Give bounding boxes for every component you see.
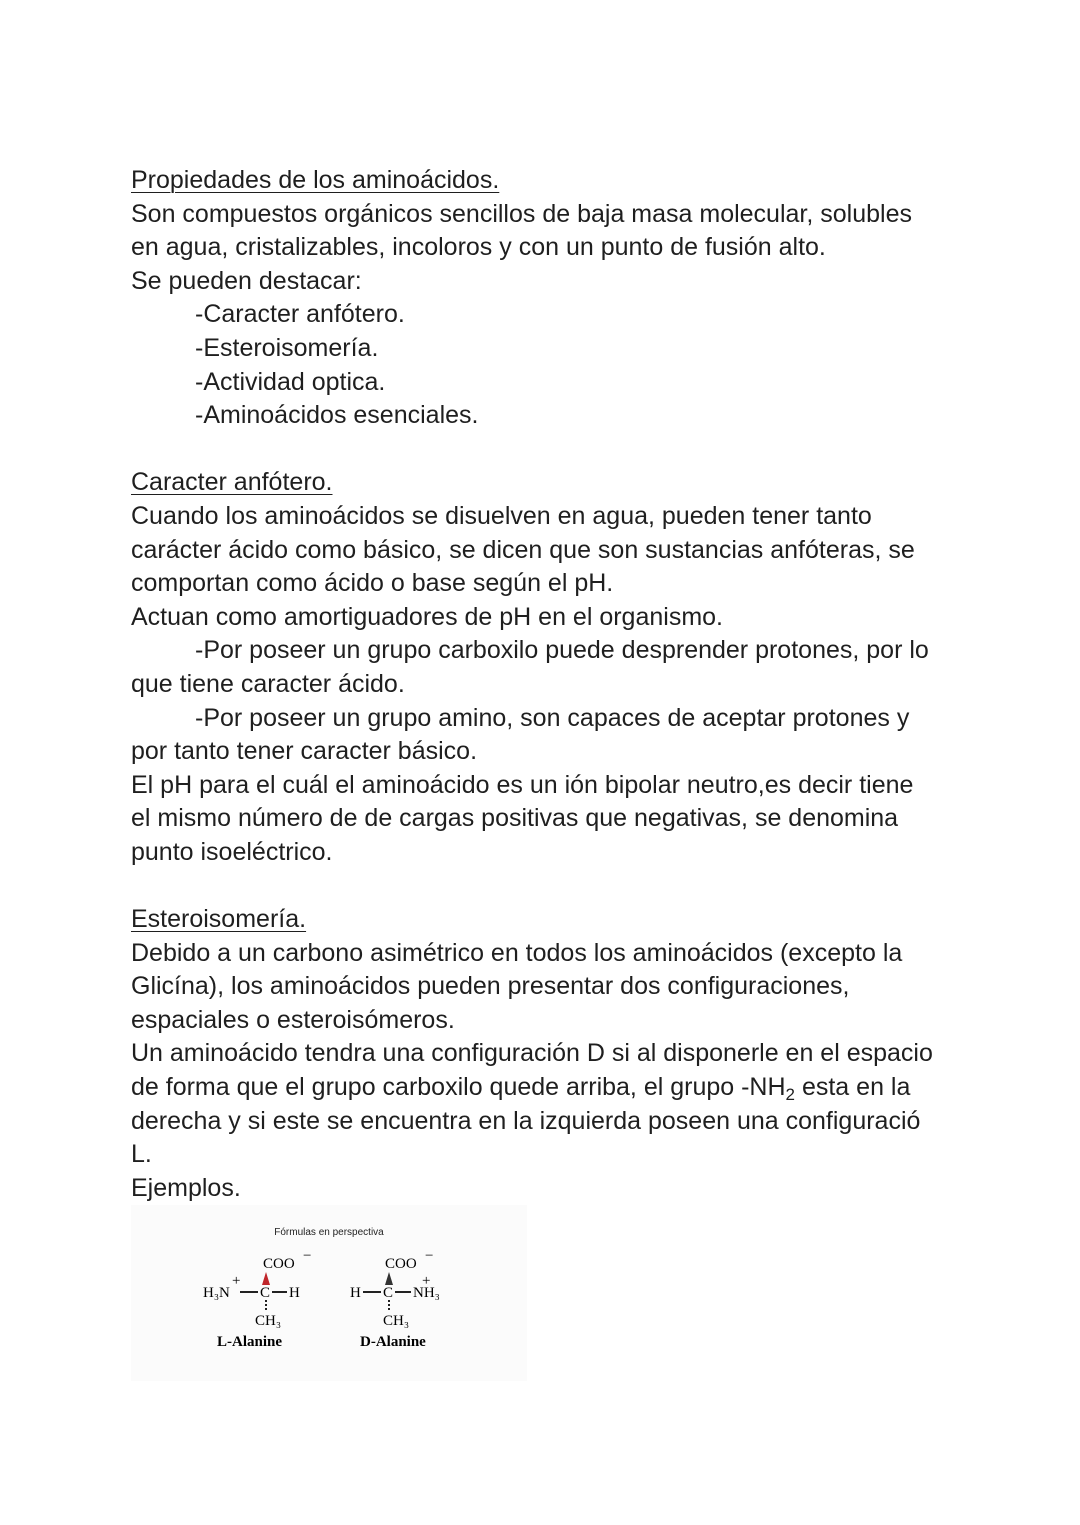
l-alanine-label: L-Alanine: [217, 1334, 283, 1350]
list-item: -Caracter anfótero.: [195, 300, 405, 329]
d-alanine-label: D-Alanine: [360, 1334, 426, 1350]
paragraph-line: Un aminoácido tendra una configuración D si al disponerle en el espacio: [131, 1039, 933, 1068]
d-wedge-bond: [385, 1272, 393, 1285]
l-center-carbon: C: [260, 1285, 271, 1301]
text-span: de forma que el grupo carboxilo quede arriba, el grupo -NH: [131, 1073, 786, 1102]
paragraph-line: comportan como ácido o base según el pH.: [131, 569, 614, 598]
paragraph-line: el mismo número de de cargas positivas que negativas, se denomina: [131, 804, 899, 833]
l-alanine-structure: [203, 1248, 311, 1350]
paragraph-line: Cuando los aminoácidos se disuelven en agua, pueden tener tanto: [131, 501, 872, 530]
d-plus-charge: +: [422, 1273, 431, 1289]
l-minus-charge: −: [303, 1248, 312, 1264]
d-bottom-group: CH₃: [383, 1313, 410, 1329]
paragraph-line: Actuan como amortiguadores de pH en el organismo.: [131, 602, 723, 631]
alanine-figure: [131, 1205, 527, 1381]
list-item: -Esteroisomería.: [195, 333, 379, 362]
text-span: esta en la: [795, 1073, 911, 1102]
paragraph-line: Son compuestos orgánicos sencillos de baja masa molecular, solubles: [131, 199, 912, 228]
paragraph-line: Ejemplos.: [131, 1173, 241, 1202]
paragraph-line: en agua, cristalizables, incoloros y con un punto de fusión alto.: [131, 233, 826, 262]
heading-esteroisomeria: Esteroisomería.: [131, 905, 307, 934]
paragraph-line: que tiene caracter ácido.: [131, 669, 405, 698]
document-body: [131, 164, 961, 1205]
heading-propiedades: Propiedades de los aminoácidos.: [131, 166, 500, 194]
paragraph-line: L.: [131, 1140, 152, 1169]
paragraph-line: espaciales o esteroisómeros.: [131, 1005, 455, 1034]
paragraph-line: -Por poseer un grupo amino, son capaces de aceptar protones y: [195, 703, 910, 732]
paragraph-line: Glicína), los aminoácidos pueden presentar dos configuraciones,: [131, 972, 850, 1001]
d-center-carbon: C: [383, 1285, 394, 1301]
l-bottom-group: CH₃: [255, 1313, 282, 1329]
paragraph-line: Se pueden destacar:: [131, 266, 362, 295]
d-right-group: NH₃: [413, 1285, 440, 1301]
heading-anfotero: Caracter anfótero.: [131, 468, 333, 497]
paragraph-line: El pH para el cuál el aminoácido es un ión bipolar neutro,es decir tiene: [131, 770, 914, 799]
list-item: -Actividad optica.: [195, 367, 386, 396]
d-minus-charge: −: [425, 1248, 434, 1264]
paragraph-line: derecha y si este se encuentra en la izquierda poseen una configuració: [131, 1106, 921, 1135]
d-left-group: H: [350, 1285, 361, 1301]
l-right-group: H: [289, 1285, 300, 1301]
d-alanine-structure: [350, 1248, 440, 1350]
paragraph-line: -Por poseer un grupo carboxilo puede desprender protones, por lo: [195, 636, 929, 665]
d-top-group: COO: [385, 1256, 417, 1272]
paragraph-line: carácter ácido como básico, se dicen que son sustancias anfóteras, se: [131, 535, 915, 564]
l-top-group: COO: [263, 1256, 295, 1272]
paragraph-line: Debido a un carbono asimétrico en todos los aminoácidos (excepto la: [131, 938, 903, 967]
list-item: -Aminoácidos esenciales.: [195, 401, 479, 430]
paragraph-line: punto isoeléctrico.: [131, 837, 333, 866]
l-left-group: H₃N: [203, 1285, 230, 1301]
paragraph-line: [131, 1071, 961, 1105]
l-plus-charge: +: [232, 1273, 241, 1289]
subscript: 2: [785, 1085, 796, 1105]
figure-title: Fórmulas en perspectiva: [274, 1227, 384, 1238]
alanine-diagram: [131, 1205, 527, 1381]
paragraph-line: por tanto tener caracter básico.: [131, 737, 478, 766]
l-wedge-bond: [262, 1272, 270, 1285]
